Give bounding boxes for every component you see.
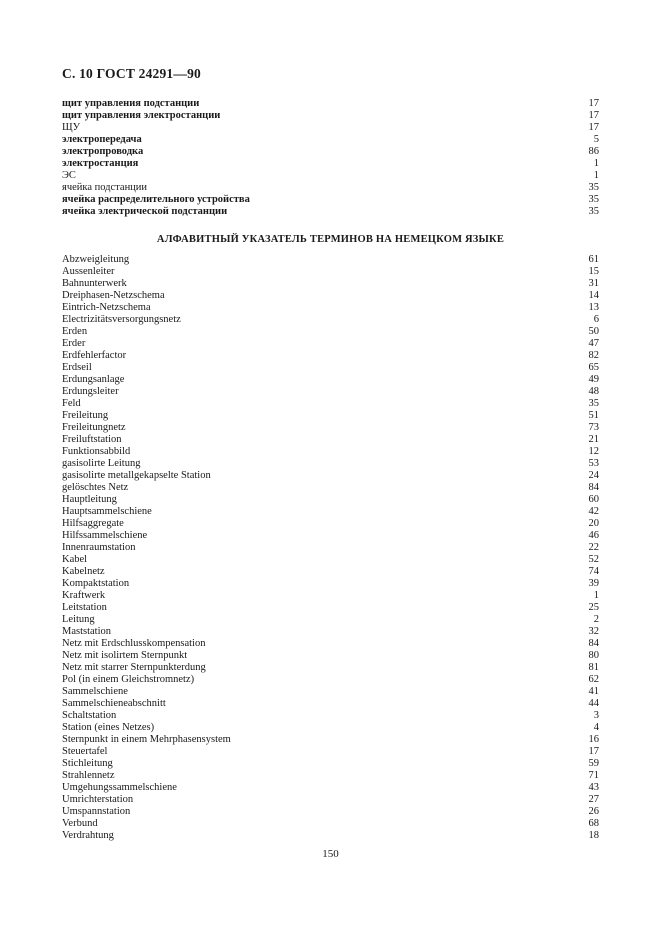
index-term: Station (eines Netzes) bbox=[62, 722, 155, 733]
index-term-number: 35 bbox=[588, 398, 599, 409]
index-term-number: 15 bbox=[588, 266, 599, 277]
index-term: ячейка распределительного устройства bbox=[62, 194, 250, 205]
index-entry bbox=[62, 158, 599, 170]
index-term-number: 53 bbox=[588, 458, 599, 469]
index-term-number: 41 bbox=[588, 686, 599, 697]
index-term-number: 22 bbox=[588, 542, 599, 553]
index-term: Kraftwerk bbox=[62, 590, 106, 601]
index-term: Aussenleiter bbox=[62, 266, 115, 277]
index-term: щит управления подстанции bbox=[62, 98, 200, 109]
index-term-number: 65 bbox=[588, 362, 599, 373]
index-term-number: 39 bbox=[588, 578, 599, 589]
index-term-number: 1 bbox=[593, 158, 599, 169]
index-term-number: 74 bbox=[588, 566, 599, 577]
index-term: Verdrahtung bbox=[62, 830, 114, 841]
index-entry bbox=[62, 362, 599, 374]
index-entry bbox=[62, 746, 599, 758]
index-term-number: 61 bbox=[588, 254, 599, 265]
index-term-number: 59 bbox=[588, 758, 599, 769]
index-term-number: 48 bbox=[588, 386, 599, 397]
index-term: Umspannstation bbox=[62, 806, 131, 817]
index-term: Abzweigleitung bbox=[62, 254, 130, 265]
russian-term-index bbox=[62, 98, 599, 218]
index-entry bbox=[62, 386, 599, 398]
index-term-number: 68 bbox=[588, 818, 599, 829]
index-term-number: 16 bbox=[588, 734, 599, 745]
index-term-number: 6 bbox=[593, 314, 599, 325]
index-term: Umrichterstation bbox=[62, 794, 134, 805]
index-entry bbox=[62, 122, 599, 134]
index-term-number: 46 bbox=[588, 530, 599, 541]
index-term: Erdfehlerfactor bbox=[62, 350, 127, 361]
index-entry bbox=[62, 266, 599, 278]
index-entry bbox=[62, 170, 599, 182]
index-term: Dreiphasen-Netzschema bbox=[62, 290, 165, 301]
index-term: Schaltstation bbox=[62, 710, 117, 721]
index-entry bbox=[62, 482, 599, 494]
index-entry bbox=[62, 686, 599, 698]
index-entry bbox=[62, 98, 599, 110]
index-entry bbox=[62, 578, 599, 590]
index-term: Erdseil bbox=[62, 362, 92, 373]
index-entry bbox=[62, 650, 599, 662]
index-entry bbox=[62, 554, 599, 566]
index-term-number: 49 bbox=[588, 374, 599, 385]
index-term: Verbund bbox=[62, 818, 98, 829]
index-entry bbox=[62, 542, 599, 554]
index-term: Hauptleitung bbox=[62, 494, 117, 505]
index-entry bbox=[62, 518, 599, 530]
index-term-number: 43 bbox=[588, 782, 599, 793]
index-term: Feld bbox=[62, 398, 81, 409]
index-entry bbox=[62, 794, 599, 806]
index-term-number: 17 bbox=[588, 98, 599, 109]
index-term: Bahnunterwerk bbox=[62, 278, 127, 289]
index-entry bbox=[62, 770, 599, 782]
index-term-number: 18 bbox=[588, 830, 599, 841]
index-entry bbox=[62, 626, 599, 638]
index-entry bbox=[62, 698, 599, 710]
index-term: Leitstation bbox=[62, 602, 107, 613]
index-term: Freileitung bbox=[62, 410, 109, 421]
index-term-number: 52 bbox=[588, 554, 599, 565]
index-entry bbox=[62, 422, 599, 434]
index-term: Sammelschieneabschnitt bbox=[62, 698, 166, 709]
index-term: Funktionsabbild bbox=[62, 446, 131, 457]
index-term: Netz mit Erdschlusskompensation bbox=[62, 638, 206, 649]
index-entry bbox=[62, 806, 599, 818]
german-term-index bbox=[62, 254, 599, 842]
index-term-number: 26 bbox=[588, 806, 599, 817]
index-entry bbox=[62, 530, 599, 542]
index-term: щит управления электростанции bbox=[62, 110, 221, 121]
index-term-number: 51 bbox=[588, 410, 599, 421]
index-term: Eintrich-Netzschema bbox=[62, 302, 151, 313]
index-term: gelöschtes Netz bbox=[62, 482, 129, 493]
index-entry bbox=[62, 350, 599, 362]
index-entry bbox=[62, 374, 599, 386]
index-entry bbox=[62, 734, 599, 746]
index-entry bbox=[62, 782, 599, 794]
index-term: Strahlennetz bbox=[62, 770, 115, 781]
index-term: Hilfssammelschiene bbox=[62, 530, 148, 541]
index-entry bbox=[62, 722, 599, 734]
index-term-number: 27 bbox=[588, 794, 599, 805]
index-entry bbox=[62, 458, 599, 470]
index-term: электростанция bbox=[62, 158, 139, 169]
index-entry bbox=[62, 494, 599, 506]
index-term: Erdungsanlage bbox=[62, 374, 125, 385]
index-term: Kabel bbox=[62, 554, 88, 565]
index-entry bbox=[62, 506, 599, 518]
index-term: электропередача bbox=[62, 134, 142, 145]
index-term-number: 31 bbox=[588, 278, 599, 289]
index-entry bbox=[62, 398, 599, 410]
index-entry bbox=[62, 830, 599, 842]
index-term-number: 4 bbox=[593, 722, 599, 733]
index-term-number: 21 bbox=[588, 434, 599, 445]
index-term: Hauptsammelschiene bbox=[62, 506, 152, 517]
index-term-number: 17 bbox=[588, 122, 599, 133]
index-entry bbox=[62, 470, 599, 482]
index-entry bbox=[62, 134, 599, 146]
index-term: Electrizitätsversorgungsnetz bbox=[62, 314, 181, 325]
index-term: ЭС bbox=[62, 170, 76, 181]
index-term-number: 73 bbox=[588, 422, 599, 433]
index-term-number: 80 bbox=[588, 650, 599, 661]
index-term-number: 42 bbox=[588, 506, 599, 517]
index-entry bbox=[62, 278, 599, 290]
index-entry bbox=[62, 818, 599, 830]
index-term: Steuertafel bbox=[62, 746, 108, 757]
index-entry bbox=[62, 662, 599, 674]
index-term: Umgehungssammelschiene bbox=[62, 782, 177, 793]
index-entry bbox=[62, 146, 599, 158]
index-entry bbox=[62, 674, 599, 686]
page-header: С. 10 ГОСТ 24291—90 bbox=[62, 66, 201, 81]
index-term: ячейка подстанции bbox=[62, 182, 148, 193]
index-term: Hilfsaggregate bbox=[62, 518, 124, 529]
index-term: Pol (in einem Gleichstromnetz) bbox=[62, 674, 195, 685]
index-term-number: 17 bbox=[588, 110, 599, 121]
index-term: Freileitungnetz bbox=[62, 422, 126, 433]
index-term: Kabelnetz bbox=[62, 566, 105, 577]
index-term: Sammelschiene bbox=[62, 686, 128, 697]
index-entry bbox=[62, 338, 599, 350]
index-term: Erder bbox=[62, 338, 86, 349]
german-index-title: АЛФАВИТНЫЙ УКАЗАТЕЛЬ ТЕРМИНОВ НА НЕМЕЦКОМ ЯЗЫКЕ bbox=[156, 234, 505, 245]
index-term-number: 35 bbox=[588, 194, 599, 205]
index-term: Leitung bbox=[62, 614, 95, 625]
index-term-number: 84 bbox=[588, 482, 599, 493]
index-term: gasisolirte metallgekapselte Station bbox=[62, 470, 211, 481]
index-term-number: 14 bbox=[588, 290, 599, 301]
index-entry bbox=[62, 710, 599, 722]
index-term-number: 13 bbox=[588, 302, 599, 313]
index-term-number: 1 bbox=[593, 590, 599, 601]
index-term-number: 25 bbox=[588, 602, 599, 613]
index-term-number: 5 bbox=[593, 134, 599, 145]
index-term-number: 1 bbox=[593, 170, 599, 181]
index-term-number: 24 bbox=[588, 470, 599, 481]
index-term-number: 35 bbox=[588, 206, 599, 217]
index-entry bbox=[62, 446, 599, 458]
index-term-number: 71 bbox=[588, 770, 599, 781]
index-term-number: 20 bbox=[588, 518, 599, 529]
index-term: Stichleitung bbox=[62, 758, 113, 769]
index-term: Netz mit isolirtem Sternpunkt bbox=[62, 650, 188, 661]
index-entry bbox=[62, 110, 599, 122]
index-term-number: 81 bbox=[588, 662, 599, 673]
index-entry bbox=[62, 290, 599, 302]
index-entry bbox=[62, 206, 599, 218]
index-entry bbox=[62, 314, 599, 326]
index-entry bbox=[62, 602, 599, 614]
index-entry bbox=[62, 566, 599, 578]
index-term-number: 47 bbox=[588, 338, 599, 349]
index-term-number: 12 bbox=[588, 446, 599, 457]
index-term: Erdungsleiter bbox=[62, 386, 119, 397]
index-term: Sternpunkt in einem Mehrphasensystem bbox=[62, 734, 231, 745]
index-term-number: 3 bbox=[593, 710, 599, 721]
index-entry bbox=[62, 182, 599, 194]
index-term: Freiluftstation bbox=[62, 434, 122, 445]
index-term: Erden bbox=[62, 326, 88, 337]
index-entry bbox=[62, 614, 599, 626]
index-entry bbox=[62, 758, 599, 770]
index-term: Netz mit starrer Sternpunkterdung bbox=[62, 662, 206, 673]
index-term-number: 84 bbox=[588, 638, 599, 649]
index-term: Innenraumstation bbox=[62, 542, 136, 553]
index-term-number: 82 bbox=[588, 350, 599, 361]
page-number: 150 bbox=[322, 848, 339, 860]
index-term: Kompaktstation bbox=[62, 578, 130, 589]
index-term-number: 44 bbox=[588, 698, 599, 709]
index-term-number: 17 bbox=[588, 746, 599, 757]
index-entry bbox=[62, 302, 599, 314]
index-entry bbox=[62, 326, 599, 338]
index-entry bbox=[62, 590, 599, 602]
index-entry bbox=[62, 434, 599, 446]
index-term: Maststation bbox=[62, 626, 111, 637]
index-term: ячейка электрической подстанции bbox=[62, 206, 228, 217]
index-term: электропроводка bbox=[62, 146, 144, 157]
index-term-number: 50 bbox=[588, 326, 599, 337]
index-entry bbox=[62, 254, 599, 266]
index-term: ЩУ bbox=[62, 122, 81, 133]
index-entry bbox=[62, 410, 599, 422]
index-term-number: 86 bbox=[588, 146, 599, 157]
index-entry bbox=[62, 194, 599, 206]
index-term-number: 32 bbox=[588, 626, 599, 637]
index-term-number: 62 bbox=[588, 674, 599, 685]
index-term-number: 35 bbox=[588, 182, 599, 193]
index-term-number: 60 bbox=[588, 494, 599, 505]
index-term: gasisolirte Leitung bbox=[62, 458, 141, 469]
index-term-number: 2 bbox=[593, 614, 599, 625]
index-entry bbox=[62, 638, 599, 650]
